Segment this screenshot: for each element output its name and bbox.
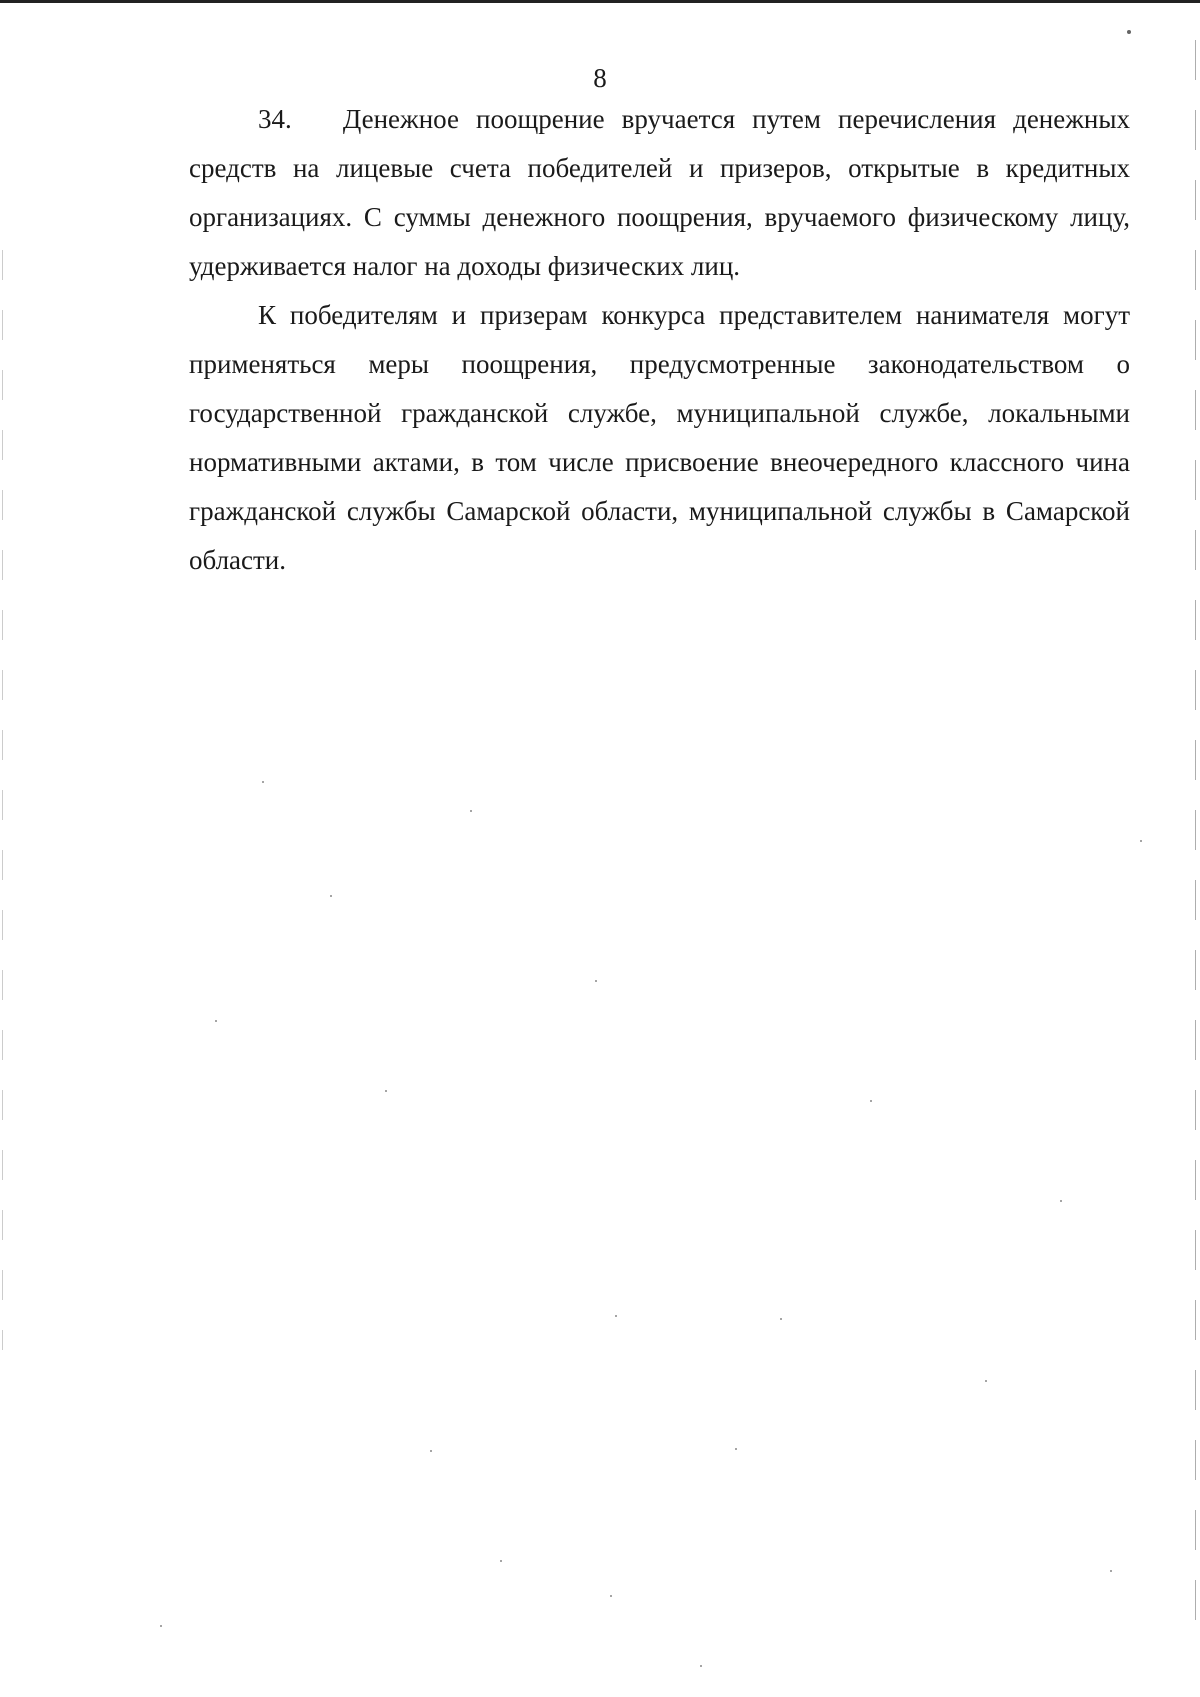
paragraph-incentives: К победителям и призерам конкурса представителем нанимателя могут применяться меры поощрения, предусмотренные законодательством о государственной гражданской службе, муниципальной службе, локальными нормативными актами, в том числе присвоение внеочередного классного чина гражданской службы Самарской области, муниципальной службы в Самарской области. <box>189 300 1130 575</box>
page-number: 8 <box>593 63 607 93</box>
document-body <box>189 95 1130 585</box>
scan-left-edge <box>2 250 3 1350</box>
scan-top-edge <box>0 0 1200 3</box>
scan-right-edge <box>1195 40 1196 1640</box>
paragraph-34: 34. Денежное поощрение вручается путем перечисления денежных средств на лицевые счета победителей и призеров, открытые в кредитных организациях. С суммы денежного поощрения, вручаемого физическому лицу, удерживается налог на доходы физических лиц. <box>189 104 1130 281</box>
